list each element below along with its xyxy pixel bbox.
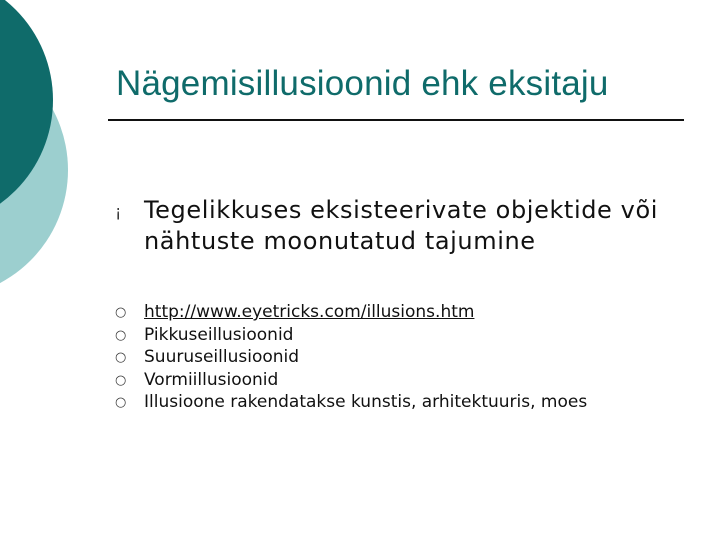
bullet-icon: ○ (115, 372, 127, 388)
list-item-text: Suuruseillusioonid (144, 347, 300, 367)
list-item-text: Pikkuseillusioonid (144, 324, 294, 345)
bullet-icon: ○ (115, 327, 127, 343)
title-underline (108, 119, 684, 121)
bullet-icon: ○ (115, 305, 127, 320)
bullet-icon: ○ (115, 395, 127, 410)
bullet-icon: ¡ (115, 202, 122, 221)
main-point-text: Tegelikkuses eksisteerivate objektide või nähtuste moonutatud tajumine (144, 196, 658, 255)
list-item-text: Illusioone rakendatakse kunstis, arhitektuuris, moes (144, 392, 588, 412)
decorative-circles (0, 0, 80, 300)
bullet-icon: ○ (115, 350, 127, 365)
list-item-text: Vormiillusioonid (144, 369, 279, 390)
eyetricks-link[interactable]: http://www.eyetricks.com/illusions.htm (144, 302, 475, 322)
slide-title: Nägemisillusioonid ehk eksitaju (116, 64, 609, 103)
